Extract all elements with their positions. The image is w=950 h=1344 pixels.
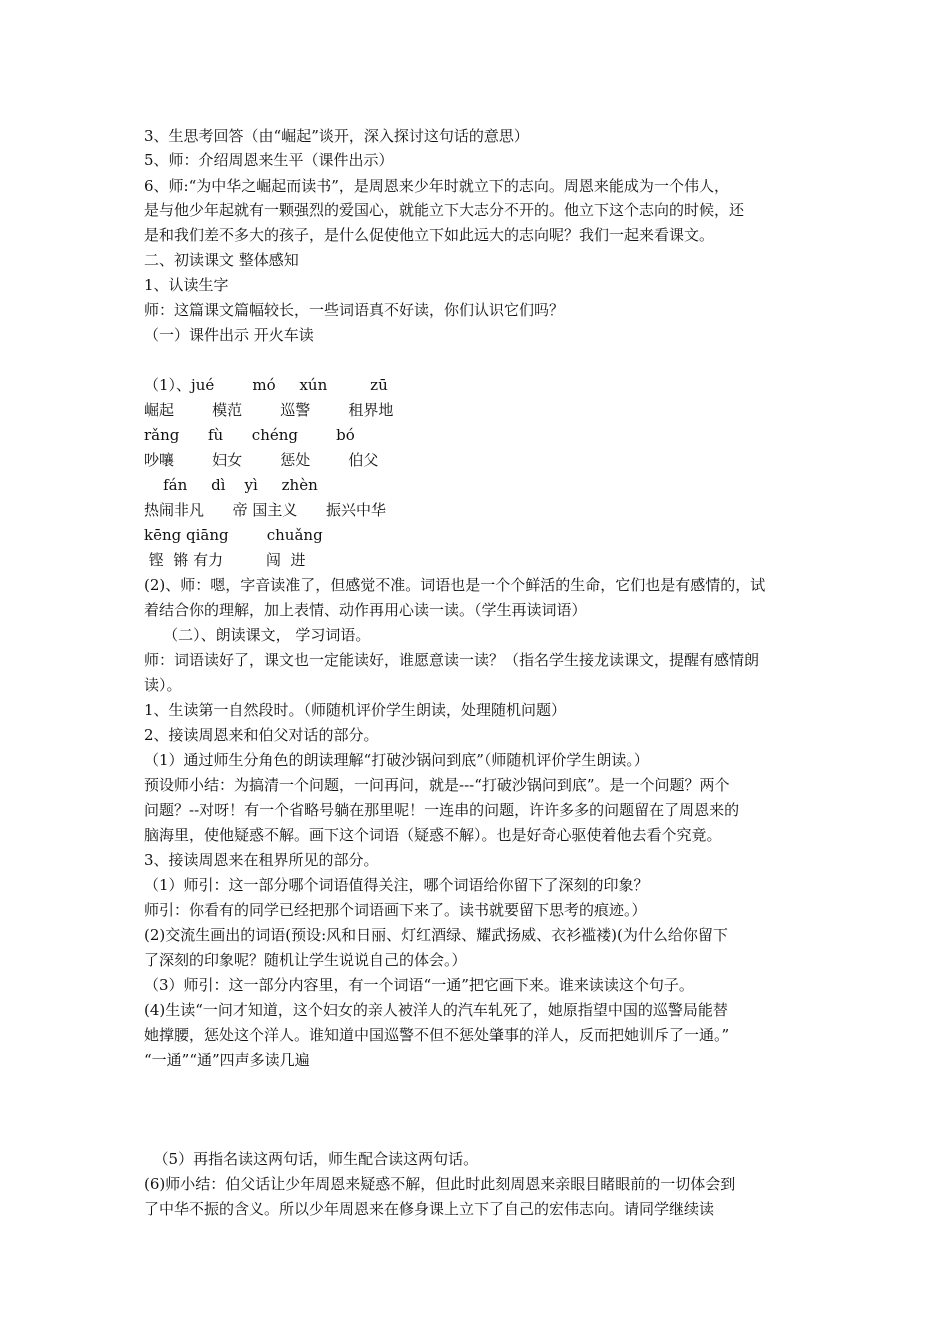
text-line: 6、师:“为中华之崛起而读书”，是周恩来少年时就立下的志向。周恩来能成为一个伟人，: [144, 177, 729, 195]
text-line: （二）、朗读课文， 学习词语。: [144, 626, 371, 644]
text-line: 是和我们差不多大的孩子，是什么促使他立下如此远大的志向呢？我们一起来看课文。: [144, 226, 715, 244]
text-line: 5、师：介绍周恩来生平（课件出示）: [144, 151, 394, 169]
text-line: 3、生思考回答（由“崛起”谈开，深入探讨这句话的意思）: [144, 127, 529, 145]
text-line: 她撑腰，惩处这个洋人。谁知道中国巡警不但不惩处肇事的洋人，反而把她训斥了一通。”: [144, 1026, 730, 1044]
pinyin-line: fán dì yì zhèn: [144, 476, 318, 494]
text-line: 1、生读第一自然段时。（师随机评价学生朗读，处理随机问题）: [144, 701, 567, 719]
vocab-line: 铿 锵 有力 闯 进: [144, 551, 306, 569]
blank-line: [144, 348, 814, 372]
text-line: 1、认读生字: [144, 276, 229, 294]
vocab-line: 吵嚷 妇女 惩处 伯父: [144, 451, 379, 469]
text-line: 2、接读周恩来和伯父对话的部分。: [144, 726, 379, 744]
text-line: 师引：你看有的同学已经把那个词语画下来了。读书就要留下思考的痕迹。）: [144, 901, 647, 919]
text-line: 问题？--对呀！有一个省略号躺在那里呢！一连串的问题，许许多多的问题留在了周恩来的: [144, 801, 740, 819]
text-line: 师：词语读好了，课文也一定能读好，谁愿意读一读？（指名学生接龙读课文，提醒有感情朗: [144, 651, 760, 669]
text-line: （一）课件出示 开火车读: [144, 326, 314, 344]
text-line: 着结合你的理解，加上表情、动作再用心读一读。（学生再读词语）: [144, 601, 587, 619]
vocab-line: 热闹非凡 帝 国主义 振兴中华: [144, 501, 386, 519]
text-line: 是与他少年起就有一颗强烈的爱国心，就能立下大志分不开的。他立下这个志向的时候，还: [144, 201, 745, 219]
text-line: （1）师引：这一部分哪个词语值得关注，哪个词语给你留下了深刻的印象？: [144, 876, 649, 894]
text-line: 师：这篇课文篇幅较长，一些词语真不好读，你们认识它们吗？: [144, 301, 565, 319]
text-line: (4)生读“一问才知道，这个妇女的亲人被洋人的汽车轧死了，她原指望中国的巡警局能替: [144, 1001, 728, 1019]
text-line: “一通”“通”四声多读几遍: [144, 1051, 310, 1069]
text-line: (2)交流生画出的词语(预设:风和日丽、灯红酒绿、耀武扬威、衣衫褴褛)(为什么给你留下: [144, 926, 728, 944]
text-line: （5）再指名读这两句话，师生配合读这两句话。: [144, 1150, 479, 1168]
text-line: （1）通过师生分角色的朗读理解“打破沙锅问到底”（师随机评价学生朗读。）: [144, 751, 649, 769]
pinyin-line: （1）、jué mó xún zū: [144, 376, 388, 394]
text-line: 读）。: [144, 676, 182, 694]
text-line: (2)、师：嗯，字音读准了，但感觉不准。词语也是一个个鲜活的生命，它们也是有感情的，试: [144, 576, 766, 594]
text-line: (6)师小结：伯父话让少年周恩来疑惑不解，但此时此刻周恩来亲眼目睹眼前的一切体会到: [144, 1175, 736, 1193]
text-line: 脑海里，使他疑惑不解。画下这个词语（疑惑不解）。也是好奇心驱使着他去看个究竟。: [144, 826, 722, 844]
text-line: （3）师引：这一部分内容里，有一个词语“一通”把它画下来。谁来读读这个句子。: [144, 976, 694, 994]
text-line: 了深刻的印象呢？随机让学生说说自己的体会。）: [144, 951, 467, 969]
vocab-line: 崛起 模范 巡警 租界地: [144, 401, 394, 419]
text-line: 预设师小结：为搞清一个问题，一问再问，就是---“打破沙锅问到底”。是一个问题？两个: [144, 776, 730, 794]
pinyin-line: rǎng fù chéng bó: [144, 426, 355, 444]
text-line: 3、接读周恩来在租界所见的部分。: [144, 851, 379, 869]
text-line: 了中华不振的含义。所以少年周恩来在修身课上立下了自己的宏伟志向。请同学继续读: [144, 1200, 715, 1218]
section-heading: 二、初读课文 整体感知: [144, 251, 299, 269]
pinyin-line: kēng qiāng chuǎng: [144, 526, 323, 544]
